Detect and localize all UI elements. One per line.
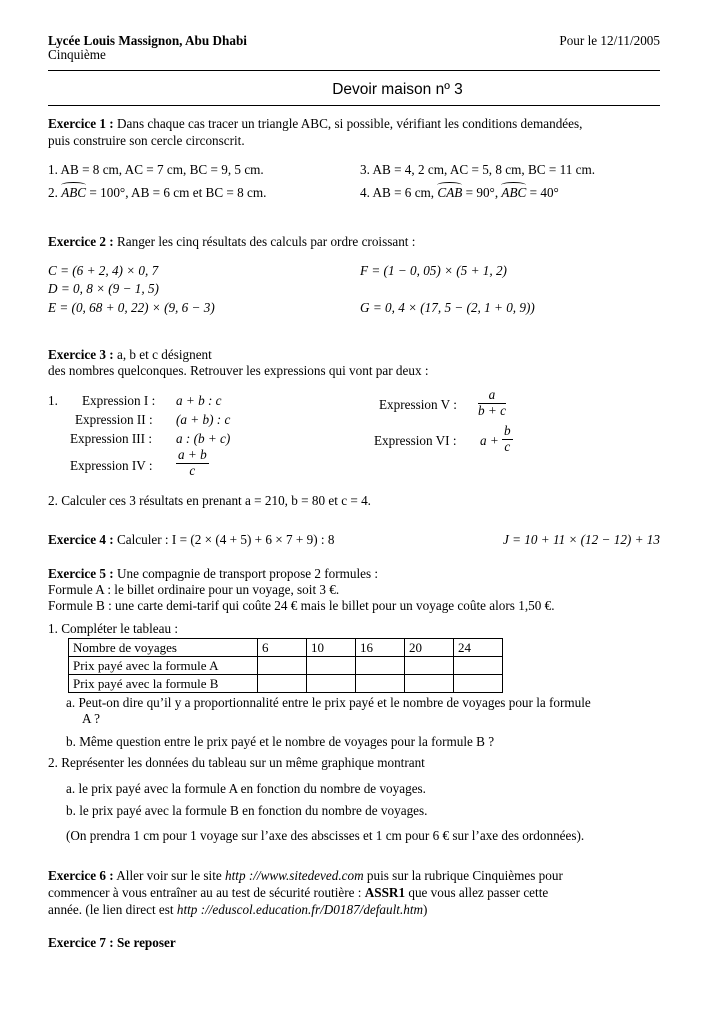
item-4-end: = 40° xyxy=(529,185,559,200)
exercise-4-label: Exercice 4 : xyxy=(48,532,114,547)
table-cell: 20 xyxy=(405,639,454,657)
exercise-6-line1 xyxy=(48,868,563,885)
angle-abc-2: ABC xyxy=(501,185,527,200)
exercise-2-label: Exercice 2 : xyxy=(48,234,114,249)
table-cell xyxy=(405,675,454,693)
expression-3-label: Expression III : xyxy=(70,431,153,446)
exercise-5-formula-a: Formule A : le billet ordinaire pour un voyage, soit 3 €. xyxy=(48,582,340,597)
item-2-number: 2. xyxy=(48,185,58,200)
exercise-1-label: Exercice 1 : xyxy=(48,116,114,131)
table-cell: Nombre de voyages xyxy=(69,639,258,657)
item-2-conditions: = 100°, AB = 6 cm et BC = 8 cm. xyxy=(89,185,267,200)
angle-abc: ABC xyxy=(61,185,87,200)
angle-cab: CAB xyxy=(437,185,463,200)
exercise-1-text: Dans chaque cas tracer un triangle ABC, si possible, vérifiant les conditions demandées, xyxy=(116,116,583,131)
exercise-7-label: Exercice 7 : xyxy=(48,935,114,950)
table-cell xyxy=(454,657,503,675)
exercise-3-line2: des nombres quelconques. Retrouver les expressions qui vont par deux : xyxy=(48,363,429,378)
table-cell xyxy=(307,657,356,675)
table-cell xyxy=(258,657,307,675)
exercise-7-line xyxy=(48,935,176,952)
expression-1-label: Expression I : xyxy=(82,393,156,408)
title-rule xyxy=(48,105,660,106)
expression-3-value: a : (b + c) xyxy=(176,431,231,446)
table-row xyxy=(69,675,503,693)
expression-5-fraction xyxy=(478,388,506,418)
exercise-3-line1 xyxy=(48,347,212,364)
header-rule xyxy=(48,70,660,71)
expression-2-label: Expression II : xyxy=(75,412,153,427)
table-cell xyxy=(307,675,356,693)
expression-4-label: Expression IV : xyxy=(70,458,153,473)
exercise-1-line2: puis construire son cercle circonscrit. xyxy=(48,133,245,148)
fraction-4-numerator: a + b xyxy=(178,447,207,462)
fraction-6 xyxy=(502,424,513,454)
expression-c: C = (6 + 2, 4) × 0, 7 xyxy=(48,263,159,278)
exercise-3-text1: a, b et c désignent xyxy=(116,347,212,362)
exercise-6-text2: commencer à vous entraîner au au test de sécurité routière : xyxy=(48,885,362,900)
exercise-3-question-2: 2. Calculer ces 3 résultats en prenant a = 210, b = 80 et c = 4. xyxy=(48,493,371,508)
fraction-5 xyxy=(478,388,506,418)
item-4-start: 4. AB = 6 cm, xyxy=(360,185,435,200)
expression-e: E = (0, 68 + 0, 22) × (9, 6 − 3) xyxy=(48,300,215,315)
expression-j: J = 10 + 11 × (12 − 12) + 13 xyxy=(502,532,660,547)
exercise-4-line xyxy=(48,532,334,549)
exercise-7-text: Se reposer xyxy=(116,935,176,950)
table-cell: Prix payé avec la formule A xyxy=(69,657,258,675)
exercise-5-text1: Une compagnie de transport propose 2 formules : xyxy=(116,566,379,581)
fraction-5-denominator: b + c xyxy=(478,402,506,418)
exercise-1-line1 xyxy=(48,116,582,133)
exercise-5-question-2a: a. le prix payé avec la formule A en fonction du nombre de voyages. xyxy=(66,781,426,796)
exercise-6-label: Exercice 6 : xyxy=(48,868,114,883)
expression-5-label: Expression V : xyxy=(379,397,457,412)
voyages-table xyxy=(68,638,503,693)
page-title: Devoir maison nº 3 xyxy=(332,81,463,98)
exercise-5-question-1a-end: A ? xyxy=(82,711,100,726)
exercise-5-question-2: 2. Représenter les données du tableau sur un même graphique montrant xyxy=(48,755,425,770)
due-date: Pour le 12/11/2005 xyxy=(559,33,660,48)
exercise-5-question-1a: a. Peut-on dire qu’il y a proportionnalité entre le prix payé et le nombre de voyages pour la formule xyxy=(66,695,591,710)
exercise-5-question-2b: b. le prix payé avec la formule B en fonction du nombre de voyages. xyxy=(66,803,428,818)
exercise-2-line xyxy=(48,234,415,251)
fraction-6-denominator: c xyxy=(504,438,511,454)
exercise-3-label: Exercice 3 : xyxy=(48,347,114,362)
expression-d: D = 0, 8 × (9 − 1, 5) xyxy=(48,281,159,296)
table-cell xyxy=(356,675,405,693)
table-cell xyxy=(405,657,454,675)
exercise-1-item-2 xyxy=(48,185,266,202)
exercise-5-label: Exercice 5 : xyxy=(48,566,114,581)
expression-4-fraction xyxy=(176,448,209,478)
assr1-label: ASSR1 xyxy=(364,885,406,900)
fraction-6-numerator: b xyxy=(504,423,511,438)
eduscol-link[interactable]: http ://eduscol.education.fr/D0187/default.htm xyxy=(176,902,424,917)
expression-g: G = 0, 4 × (17, 5 − (2, 1 + 0, 9)) xyxy=(360,300,535,315)
fraction-4 xyxy=(176,448,209,478)
table-cell xyxy=(258,675,307,693)
exercise-1-item-1: 1. AB = 8 cm, AC = 7 cm, BC = 9, 5 cm. xyxy=(48,162,264,177)
exercise-5-note: (On prendra 1 cm pour 1 voyage sur l’axe des abscisses et 1 cm pour 6 € sur l’axe des ordonnées). xyxy=(66,828,585,843)
school-name: Lycée Louis Massignon, Abu Dhabi xyxy=(48,33,247,48)
exercise-6-line2 xyxy=(48,885,548,902)
table-cell: 6 xyxy=(258,639,307,657)
expression-f: F = (1 − 0, 05) × (5 + 1, 2) xyxy=(360,263,507,278)
table-row xyxy=(69,657,503,675)
expression-6-label: Expression VI : xyxy=(374,433,457,448)
table-cell: 16 xyxy=(356,639,405,657)
exercise-3-number-1: 1. xyxy=(48,393,58,408)
expression-i: Calculer : I = (2 × (4 + 5) + 6 × 7 + 9) : 8 xyxy=(116,532,335,547)
table-cell: Prix payé avec la formule B xyxy=(69,675,258,693)
exercise-5-formula-b: Formule B : une carte demi-tarif qui coûte 24 € mais le billet pour un voyage coûte alors 1,50 €. xyxy=(48,598,555,613)
table-row xyxy=(69,639,503,657)
exercise-6-text1-end: puis sur la rubrique Cinquièmes pour xyxy=(366,868,563,883)
table-cell xyxy=(454,675,503,693)
fraction-5-numerator: a xyxy=(478,388,506,404)
item-4-mid: = 90°, xyxy=(465,185,499,200)
sitedeved-link[interactable]: http ://www.sitedeved.com xyxy=(225,868,364,883)
exercise-6-text3: année. (le lien direct est xyxy=(48,902,174,917)
exercise-6-text3-end: ) xyxy=(423,902,428,917)
exercise-5-question-1b: b. Même question entre le prix payé et le nombre de voyages pour la formule B ? xyxy=(66,734,495,749)
table-cell: 10 xyxy=(307,639,356,657)
exercise-1-item-3: 3. AB = 4, 2 cm, AC = 5, 8 cm, BC = 11 cm. xyxy=(360,162,596,177)
table-cell: 24 xyxy=(454,639,503,657)
expression-1-value: a + b : c xyxy=(176,393,222,408)
exercise-6-text2-end: que vous allez passer cette xyxy=(408,885,549,900)
exercise-5-line1 xyxy=(48,566,378,583)
expression-2-value: (a + b) : c xyxy=(176,412,231,427)
exercise-6-text1: Aller voir sur le site xyxy=(116,868,222,883)
expression-6-fraction xyxy=(502,424,513,454)
class-name: Cinquième xyxy=(48,47,106,62)
exercise-2-text: Ranger les cinq résultats des calculs par ordre croissant : xyxy=(116,234,416,249)
expression-6-prefix: a + xyxy=(480,433,499,448)
exercise-6-line3 xyxy=(48,902,427,919)
exercise-5-question-1: 1. Compléter le tableau : xyxy=(48,621,179,636)
fraction-4-denominator: c xyxy=(189,462,196,478)
exercise-1-item-4 xyxy=(360,185,559,202)
table-cell xyxy=(356,657,405,675)
